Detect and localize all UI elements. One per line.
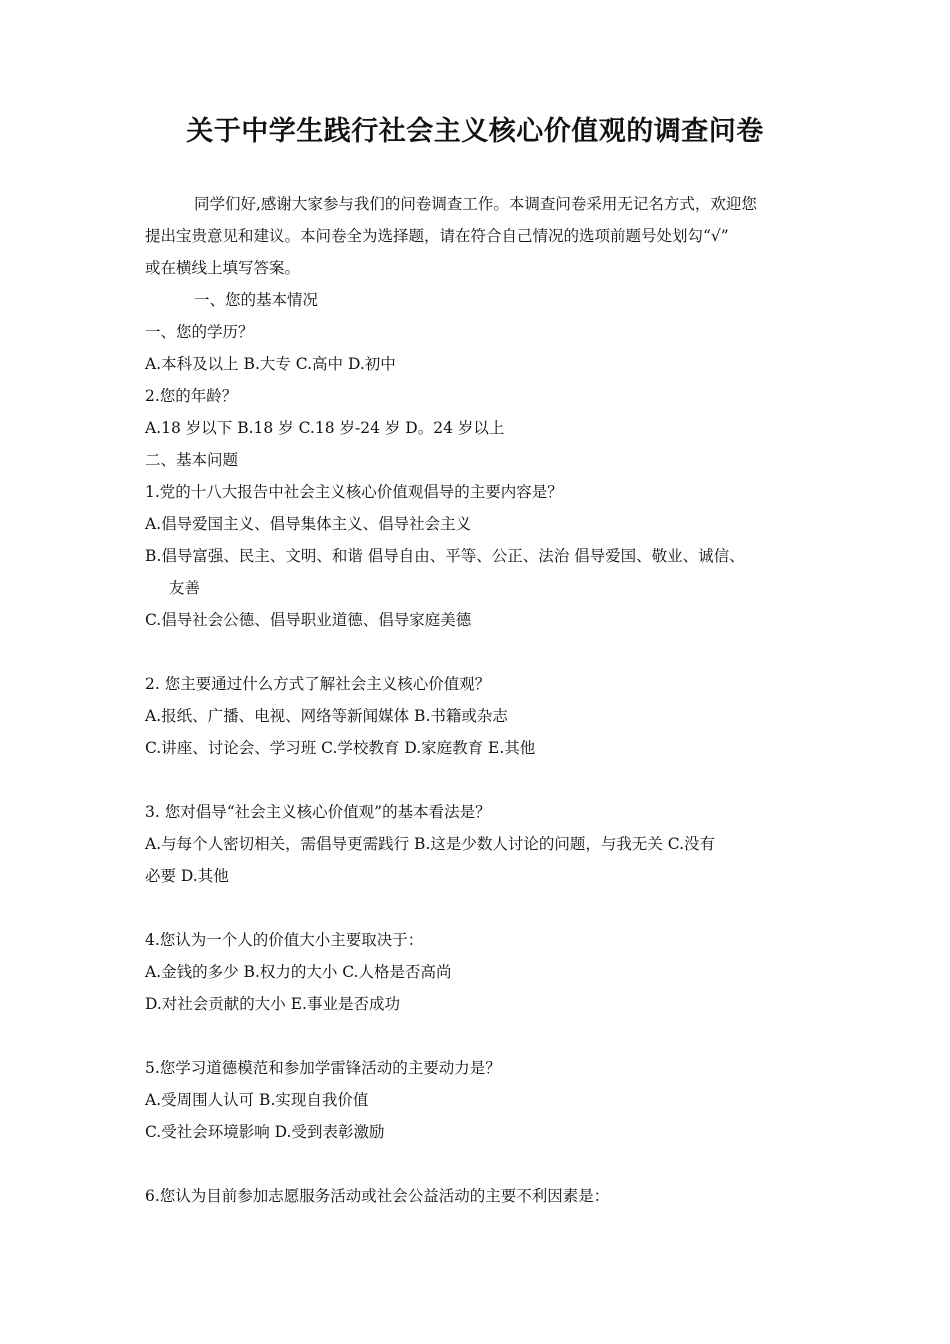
page-title: 关于中学生践行社会主义核心价值观的调查问卷 — [186, 116, 764, 147]
section-heading: 二、基本问题 — [145, 451, 239, 469]
question: 1.党的十八大报告中社会主义核心价值观倡导的主要内容是？ — [145, 483, 563, 501]
question-options: A.18 岁以下 B.18 岁 C.18 岁-24 岁 D。24 岁以上 — [145, 419, 505, 437]
intro-line: 提出宝贵意见和建议。本问卷全为选择题，请在符合自己情况的选项前题号处划勾“√” — [145, 227, 729, 245]
question-option-continued: 友善 — [169, 579, 201, 597]
spacer — [145, 1148, 810, 1180]
question-option: A.金钱的多少 B.权力的大小 C.人格是否高尚 — [145, 963, 452, 981]
question-option: C.受社会环境影响 D.受到表彰激励 — [145, 1123, 385, 1141]
question: 2.您的年龄？ — [145, 387, 238, 405]
question-option: B.倡导富强、民主、文明、和谐 倡导自由、平等、公正、法治 倡导爱国、敬业、诚信、 — [145, 547, 745, 565]
question-option: A.受周围人认可 B.实现自我价值 — [145, 1091, 369, 1109]
question: 4.您认为一个人的价值大小主要取决于： — [145, 931, 424, 949]
question-options: A.本科及以上 B.大专 C.高中 D.初中 — [145, 355, 396, 373]
spacer — [145, 636, 810, 668]
question-option: A.报纸、广播、电视、网络等新闻媒体 B.书籍或杂志 — [145, 707, 508, 725]
question-option-continued: 必要 D.其他 — [145, 867, 229, 885]
question: 6.您认为目前参加志愿服务活动或社会公益活动的主要不利因素是： — [145, 1187, 610, 1205]
intro-line: 同学们好,感谢大家参与我们的问卷调查工作。本调查问卷采用无记名方式，欢迎您 — [194, 195, 757, 213]
question: 3. 您对倡导“社会主义核心价值观”的基本看法是？ — [145, 803, 491, 821]
question: 5.您学习道德模范和参加学雷锋活动的主要动力是？ — [145, 1059, 501, 1077]
question-option: A.与每个人密切相关，需倡导更需践行 B.这是少数人讨论的问题，与我无关 C.没有 — [145, 835, 716, 853]
question-option: D.对社会贡献的大小 E.事业是否成功 — [145, 995, 400, 1013]
question: 一、您的学历？ — [145, 323, 254, 341]
intro-line: 或在横线上填写答案。 — [145, 259, 301, 277]
spacer — [145, 892, 810, 924]
spacer — [145, 1020, 810, 1052]
question: 2. 您主要通过什么方式了解社会主义核心价值观？ — [145, 675, 491, 693]
question-option: C.讲座、讨论会、学习班 C.学校教育 D.家庭教育 E.其他 — [145, 739, 536, 757]
question-option: C.倡导社会公德、倡导职业道德、倡导家庭美德 — [145, 611, 472, 629]
spacer — [145, 764, 810, 796]
section-heading: 一、您的基本情况 — [194, 291, 319, 309]
document-body — [145, 188, 810, 1212]
question-option: A.倡导爱国主义、倡导集体主义、倡导社会主义 — [145, 515, 472, 533]
